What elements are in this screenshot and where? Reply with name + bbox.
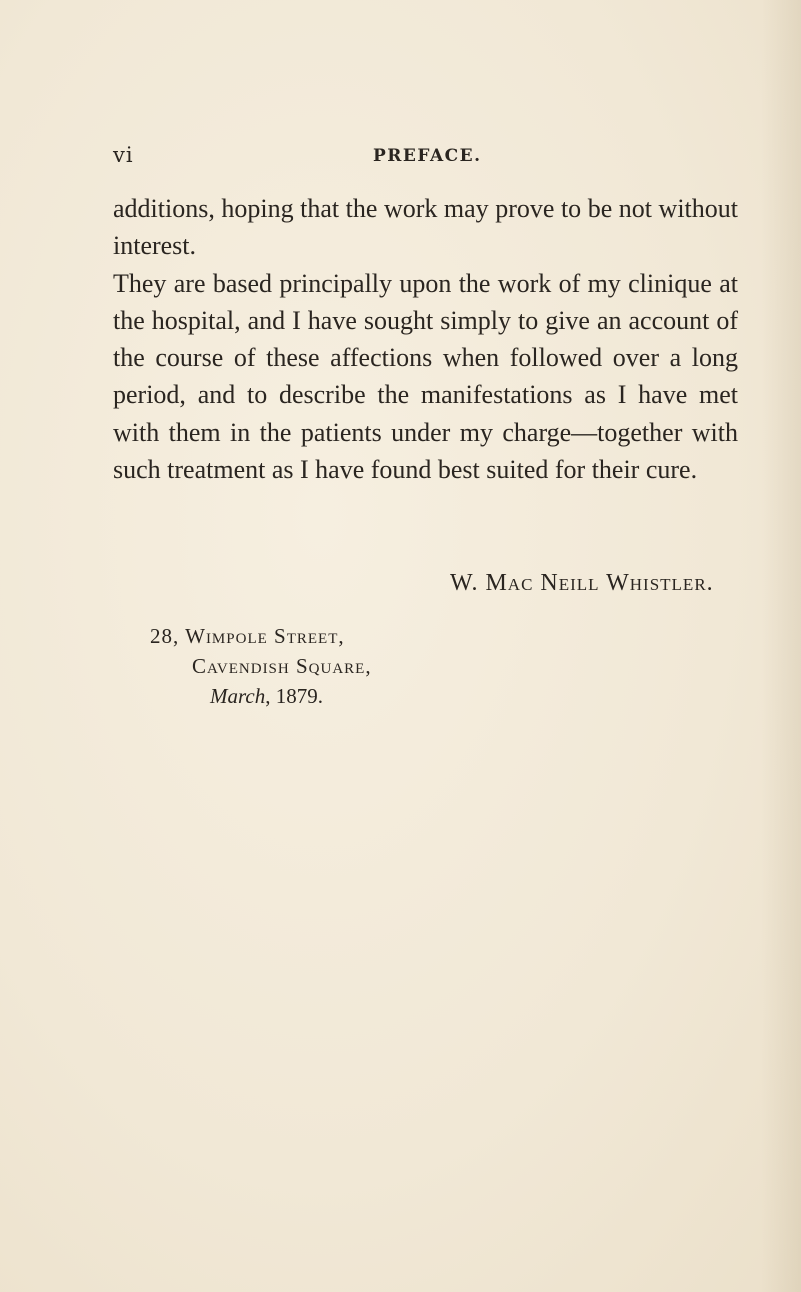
page-header: [113, 143, 673, 167]
address-year: , 1879.: [265, 684, 323, 708]
preface-text: [113, 190, 738, 488]
page-edge-shadow: [761, 0, 801, 1292]
paragraph-2: They are based principally upon the work of my clinique at the hospital, and I have sought simply to give an account of the course of these affections when followed over a long period, and to describe the manifestations as I have met with them in the patients under my charge—together with such treatment as I have found best suited for their cure.: [113, 268, 738, 485]
address-date: [150, 681, 372, 711]
paragraph-1: additions, hoping that the work may prove to be not without interest.: [113, 194, 738, 261]
address-line-street: 28, Wimpole Street,: [150, 624, 345, 648]
running-head: PREFACE.: [373, 146, 482, 166]
address-line-square: Cavendish Square,: [192, 654, 372, 678]
page-number: vi: [113, 143, 134, 167]
author-signature: W. Mac Neill Whistler.: [450, 570, 714, 596]
address-month: March: [210, 684, 266, 708]
address-block: [150, 621, 372, 711]
